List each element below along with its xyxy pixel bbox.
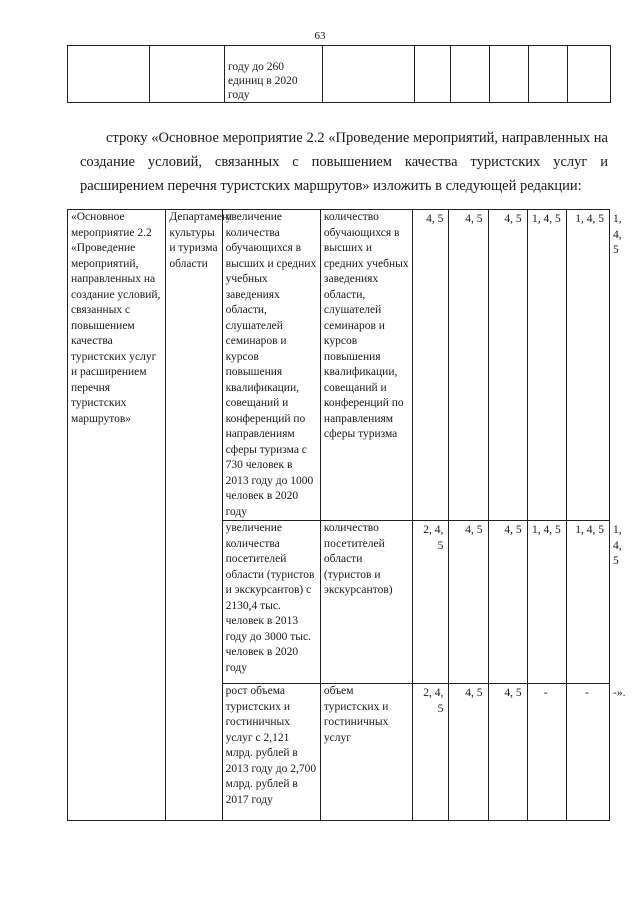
page-number: 63 xyxy=(314,30,326,42)
table-row: «Основное мероприятие 2.2 «Проведение мероприятий, направленных на создание условий, связанных с повышением качества туристских услуг и расширением перечня туристских маршрутов» Департамент культуры и туризма области увеличение количества обучающихся в высших и средних учебных заведениях области, слушателей семинаров и курсов повышения квалификации, совещаний и конференций по направлениям сферы туризма с 730 человек в 2013 году до 1000 человек в 2020 году количество обучающихся в высших и средних учебных заведениях области, слушателей семинаров и курсов повышения квалификации, совещаний и конференций по направлениям сферы туризма 4, 5 4, 5 4, 5 1, 4, 5 1, 4, 5 1, 4, 5 xyxy=(68,210,610,521)
amendment-paragraph: строку «Основное мероприятие 2.2 «Проведение мероприятий, направленных на создание условий, связанных с повышением качества туристских услуг и расширением перечня туристских маршрутов» изложить в следующей редакции: xyxy=(80,130,608,194)
continued-table-fragment xyxy=(67,45,611,103)
result-cell xyxy=(222,521,320,684)
result-text-fragment: году до 260 единиц в 2020 году xyxy=(228,61,298,101)
result-cell xyxy=(222,210,320,521)
activity-text: «Основное мероприятие 2.2 «Проведение мероприятий, направленных на создание условий, связанных с повышением качества туристских услуг и расширением перечня туристских маршрутов» xyxy=(71,211,161,425)
indicator-text: количество посетителей области (туристов и экскурсантов) xyxy=(323,522,393,596)
activity-cell xyxy=(68,210,166,821)
code-cell: 4, 5 xyxy=(488,684,527,821)
code-cell: - xyxy=(566,684,609,821)
code-cell: 2, 4, 5 xyxy=(413,684,449,821)
table-cell xyxy=(568,46,611,103)
table-cell xyxy=(490,46,529,103)
code-cell: 1, 4, 5 xyxy=(527,210,566,521)
indicator-cell xyxy=(320,210,412,521)
result-text: рост объема туристских и гостиничных услуг с 2,121 млрд. рублей в 2013 году до 2,700 млрд. рублей в 2017 году xyxy=(225,685,317,806)
table-cell xyxy=(451,46,490,103)
code-cell: 4, 5 xyxy=(488,210,527,521)
code-cell: 4, 5 xyxy=(449,210,488,521)
table-cell xyxy=(68,46,150,103)
result-text: увеличение количества посетителей области (туристов и экскурсантов) с 2130,4 тыс. человек в 2013 году до 3000 тыс. человек в 2020 году xyxy=(225,522,315,674)
code-cell: 4, 5 xyxy=(488,521,527,684)
table-cell xyxy=(225,46,323,103)
code-cell: - xyxy=(527,684,566,821)
table-cell xyxy=(415,46,451,103)
executor-text: Департамент культуры и туризма области xyxy=(169,211,234,270)
code-cell: 4, 5 xyxy=(449,521,488,684)
code-cell: 1, 4, 5 xyxy=(527,521,566,684)
executor-cell xyxy=(166,210,234,821)
result-cell xyxy=(222,684,320,821)
table-cell xyxy=(529,46,568,103)
indicator-text: количество обучающихся в высших и средних учебных заведениях области, слушателей семинаров и курсов повышения квалификации, совещаний и конференций по направлениям сферы туризма xyxy=(323,211,409,440)
indicator-text: объем туристских и гостиничных услуг xyxy=(323,685,389,744)
code-cell: 1, 4, 5 xyxy=(566,210,609,521)
indicator-cell xyxy=(320,521,412,684)
table-cell xyxy=(323,46,415,103)
table-row: увеличение количества посетителей области (туристов и экскурсантов) с 2130,4 тыс. человек в 2013 году до 3000 тыс. человек в 2020 году количество посетителей области (туристов и экскурсантов) 2, 4, 5 4, 5 4, 5 1, 4, 5 1, 4, 5 1, 4, 5 xyxy=(68,521,610,684)
code-cell: 4, 5 xyxy=(449,684,488,821)
table-cell xyxy=(150,46,225,103)
code-cell: 4, 5 xyxy=(413,210,449,521)
code-cell: 2, 4, 5 xyxy=(413,521,449,684)
indicator-cell xyxy=(320,684,412,821)
code-cell: 1, 4, 5 xyxy=(566,521,609,684)
result-text: увеличение количества обучающихся в высших и средних учебных заведениях области, слушателей семинаров и курсов повышения квалификации, совещаний и конференций по направлениям сферы туризма с 730 человек в 2013 году до 1000 человек в 2020 году xyxy=(225,211,317,518)
table-row: рост объема туристских и гостиничных услуг с 2,121 млрд. рублей в 2013 году до 2,700 млрд. рублей в 2017 году объем туристских и гостиничных услуг 2, 4, 5 4, 5 4, 5 - - -». xyxy=(68,684,610,821)
activity-table xyxy=(67,209,626,821)
